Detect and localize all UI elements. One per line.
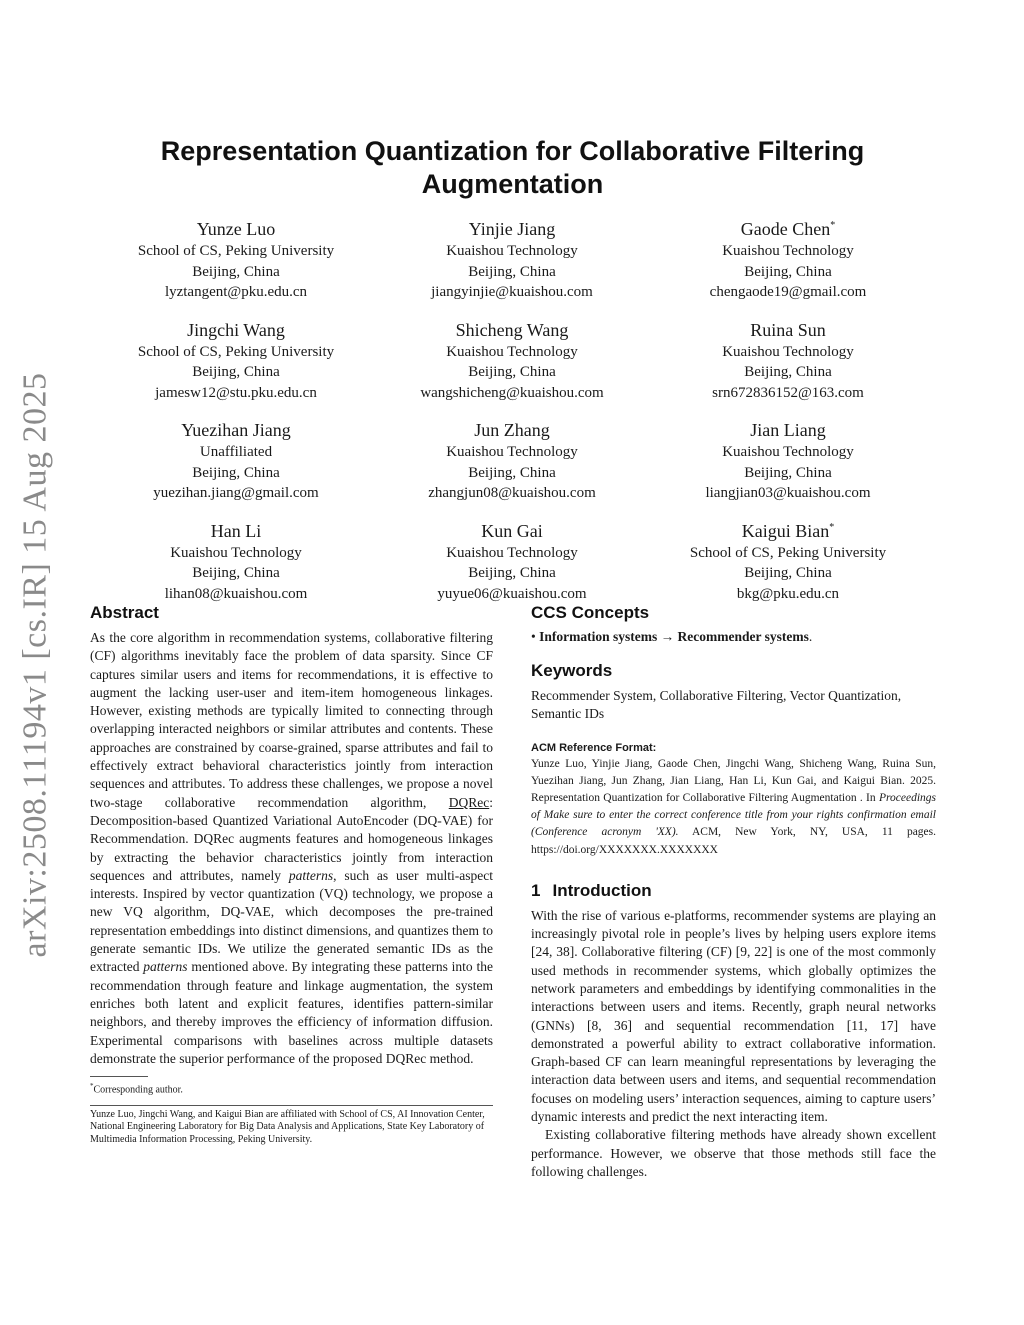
ccs-heading: CCS Concepts bbox=[531, 603, 650, 622]
author-card bbox=[650, 516, 926, 605]
author-email: lyztangent@pku.edu.cn bbox=[164, 284, 308, 300]
keywords-heading: Keywords bbox=[531, 661, 613, 680]
author-email: liangjian03@kuaishou.com bbox=[705, 485, 871, 501]
author-location: Beijing, China bbox=[744, 364, 832, 380]
author-email: bkg@pku.edu.cn bbox=[736, 585, 840, 602]
dqrec-term: DQRec bbox=[448, 794, 490, 810]
author-card bbox=[98, 214, 374, 303]
author-card bbox=[98, 415, 374, 504]
author-email: chengaode19@gmail.com bbox=[709, 284, 867, 300]
footnote-mark: * bbox=[90, 1082, 94, 1091]
acm-ref-venue: Proceedings of Make sure to enter the correct conference title from your rights confirmation email (Conference acronym 'XX). bbox=[531, 792, 936, 839]
author-email: jiangyinjie@kuaishou.com bbox=[431, 284, 593, 300]
author-location: Beijing, China bbox=[192, 364, 280, 380]
ccs-period: . bbox=[808, 629, 813, 644]
author-card bbox=[98, 516, 374, 605]
author-affiliation: Kuaishou Technology bbox=[722, 444, 854, 460]
author-mark: * bbox=[830, 220, 836, 231]
author-block bbox=[98, 214, 926, 604]
author-location: Beijing, China bbox=[192, 565, 280, 581]
left-column bbox=[90, 603, 493, 1146]
intro-paragraph: With the rise of various e-platforms, recommender systems are playing an increasingly pivotal role in people’s lives by helping users explore items [24, 38]. Collaborative filtering (CF) [9, 22] is one of the most commonly used methods in recommender systems, which globally optimizes the network parameters and embeddings by identifying commonalities in the interactions between users and items. Recently, graph neural networks (GNNs) [8, 36] and sequential recommendation [11, 17] have demonstrated a powerful ability to extract collaborative information. Graph-based CF can learn meaningful representations by leveraging the interaction data between users and items, and sequential recommendation focuses on modeling users’ interaction sequences, aiming to capture users’ dynamic interests and predict the next interacting item. bbox=[531, 907, 936, 1125]
author-affiliation: Kuaishou Technology bbox=[446, 343, 578, 360]
author-location: Beijing, China bbox=[192, 263, 280, 280]
ccs-subconcept: Recommender systems bbox=[677, 629, 809, 644]
ccs-concept: Information systems bbox=[539, 629, 658, 644]
affiliation-note: Yunze Luo, Jingchi Wang, and Kaigui Bian are affiliated with School of CS, AI Innovation Center, National Engineering Laboratory for Big Data Analysis and Applications, State Key Laboratory of Multimedia Information Processing, Peking University. bbox=[90, 1108, 485, 1145]
author-email: yuezihan.jiang@gmail.com bbox=[153, 485, 319, 501]
abstract-part: As the core algorithm in recommendation systems, collaborative filtering (CF) algorithms inevitably face the problem of data sparsity. Since CF captures similar users and items for recommendations, it is effective to augment the lacking user-user and item-item homogeneous linkages. However, existing methods are typically limited to connecting through overlapping interacted neighbors or similar attributes and contents. These approaches are constrained by coarse-grained, sparse attributes and fail to effectively extract behavioral characteristics jointly from interaction sequences and attributes. To address these challenges, we propose a novel two-stage collaborative recommendation algorithm, bbox=[90, 630, 493, 810]
author-location: Beijing, China bbox=[744, 565, 832, 581]
ccs-concepts bbox=[531, 629, 936, 645]
author-location: Beijing, China bbox=[192, 464, 280, 481]
author-email: srn672836152@163.com bbox=[712, 384, 864, 401]
author-email: wangshicheng@kuaishou.com bbox=[420, 384, 604, 401]
author-location: Beijing, China bbox=[468, 565, 556, 581]
author-affiliation: School of CS, Peking University bbox=[137, 243, 335, 259]
author-affiliation: Unaffiliated bbox=[199, 444, 273, 460]
author-name: Shicheng Wang bbox=[455, 319, 569, 340]
arrow-icon: → bbox=[660, 629, 675, 644]
author-name: Yinjie Jiang bbox=[468, 219, 556, 239]
author-affiliation: School of CS, Peking University bbox=[137, 343, 335, 360]
author-affiliation: Kuaishou Technology bbox=[446, 243, 578, 259]
author-location: Beijing, China bbox=[468, 263, 556, 280]
intro-paragraph: Existing collaborative filtering methods have already shown excellent performance. However, we observe that those methods still face the following challenges. bbox=[531, 1127, 936, 1179]
author-card bbox=[650, 214, 926, 303]
arxiv-identifier-text: arXiv:2508.11194v1 [cs.IR] 15 Aug 2025 bbox=[16, 372, 54, 958]
section-title: Introduction bbox=[552, 880, 652, 900]
abstract-heading: Abstract bbox=[90, 603, 159, 622]
patterns-term: patterns bbox=[288, 867, 334, 883]
author-card bbox=[650, 315, 926, 404]
author-email: yuyue06@kuaishou.com bbox=[437, 585, 587, 602]
author-name: Jun Zhang bbox=[474, 420, 550, 440]
author-name: Jian Liang bbox=[750, 420, 826, 440]
author-location: Beijing, China bbox=[744, 263, 832, 280]
patterns-term: patterns bbox=[143, 959, 188, 975]
author-card bbox=[98, 315, 374, 404]
acm-ref-part: ACM, New York, NY, USA, 11 pages. https://doi.org/XXXXXXX.XXXXXXX bbox=[531, 826, 937, 856]
author-location: Beijing, China bbox=[468, 464, 556, 481]
author-card bbox=[374, 516, 650, 605]
author-name: Gaode Chen bbox=[740, 219, 831, 239]
paper-title: Representation Quantization for Collaborative Filtering Augmentation bbox=[160, 136, 865, 199]
author-card bbox=[374, 214, 650, 303]
author-affiliation: Kuaishou Technology bbox=[170, 544, 302, 561]
abstract-part: , such as user multi-aspect interests. Inspired by vector quantization (VQ) technology, we propose a new VQ algorithm, DQ-VAE, which decomposes the pre-trained representation embeddings into distinct dimensions, and quantizes them to generate semantic IDs. We utilize the generated semantic IDs as the extracted bbox=[90, 867, 493, 975]
author-affiliation: School of CS, Peking University bbox=[689, 544, 887, 561]
author-location: Beijing, China bbox=[744, 464, 832, 481]
footnote-text: Corresponding author. bbox=[93, 1084, 183, 1096]
abstract-text bbox=[90, 629, 493, 1068]
author-affiliation: Kuaishou Technology bbox=[722, 243, 854, 259]
arxiv-identifier bbox=[13, 372, 57, 958]
section-number: 1 bbox=[531, 880, 541, 900]
bullet: • bbox=[531, 629, 536, 644]
keywords-text: Recommender System, Collaborative Filtering, Vector Quantization, Semantic IDs bbox=[531, 688, 902, 722]
acm-ref-text bbox=[531, 756, 936, 859]
abstract-part: : Decomposition-based Quantized Variational AutoEncoder (DQ-VAE) for Recommendation. DQRec augments features and homogeneous linkages by extracting the behavior characteristics jointly from interaction sequences and attributes, namely bbox=[90, 794, 493, 883]
acm-ref-part: Yunze Luo, Yinjie Jiang, Gaode Chen, Jingchi Wang, Shicheng Wang, Ruina Sun, Yuezihan Jiang, Jun Zhang, Jian Liang, Han Li, Kun Gai, and Kaigui Bian. 2025. Representation Quantization for Collaborative Filtering Augmentation . In bbox=[531, 757, 936, 804]
footnote-divider bbox=[90, 1076, 148, 1077]
author-email: lihan08@kuaishou.com bbox=[164, 585, 308, 602]
author-name: Yunze Luo bbox=[196, 219, 276, 239]
right-column bbox=[531, 603, 936, 1181]
author-name: Han Li bbox=[210, 520, 262, 541]
author-name: Kun Gai bbox=[481, 520, 543, 541]
intro-heading bbox=[531, 881, 936, 901]
corresponding-author-note bbox=[90, 1080, 493, 1097]
affiliation-divider bbox=[90, 1105, 493, 1106]
author-email: jamesw12@stu.pku.edu.cn bbox=[155, 384, 317, 401]
author-affiliation: Kuaishou Technology bbox=[446, 444, 578, 460]
author-card bbox=[650, 415, 926, 504]
author-location: Beijing, China bbox=[468, 364, 556, 380]
author-mark: * bbox=[829, 521, 835, 533]
author-name: Ruina Sun bbox=[750, 319, 826, 340]
author-name: Jingchi Wang bbox=[187, 319, 285, 340]
author-card bbox=[374, 315, 650, 404]
author-affiliation: Kuaishou Technology bbox=[722, 343, 854, 360]
author-name: Yuezihan Jiang bbox=[181, 420, 291, 440]
author-email: zhangjun08@kuaishou.com bbox=[428, 485, 596, 501]
author-card bbox=[374, 415, 650, 504]
author-name: Kaigui Bian bbox=[741, 520, 830, 541]
acm-ref-heading: ACM Reference Format: bbox=[531, 741, 657, 754]
abstract-part: mentioned above. By integrating these patterns into the recommendation through feature and linkage augmentation, the system enriches both latent and explicit features, identifies pattern-similar neighbors, and thereby improves the efficiency of information diffusion. Experimental comparisons with baselines across multiple datasets demonstrate the superior performance of the proposed DQRec method. bbox=[90, 959, 493, 1066]
author-affiliation: Kuaishou Technology bbox=[446, 544, 578, 561]
